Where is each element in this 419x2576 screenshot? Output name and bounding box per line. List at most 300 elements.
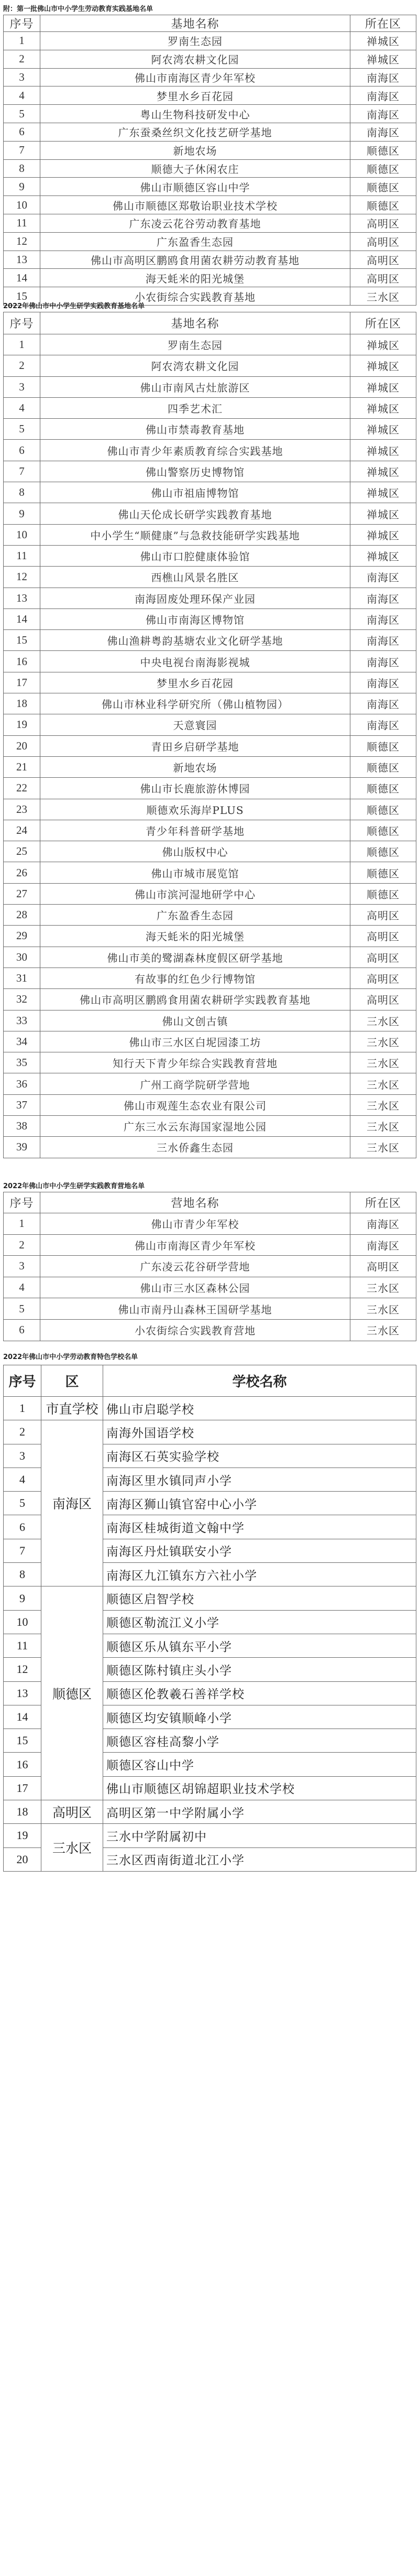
base-name: 中央电视台南海影视城 — [40, 651, 350, 672]
base-name: 知行天下青少年综合实践教育营地 — [40, 1052, 350, 1073]
district-name: 三水区 — [350, 1319, 416, 1341]
header-name: 基地名称 — [40, 15, 350, 32]
row-number: 20 — [4, 1847, 41, 1871]
row-number: 39 — [4, 1137, 40, 1158]
row-number: 29 — [4, 926, 40, 947]
district-name: 禅城区 — [350, 482, 416, 503]
table-row — [4, 883, 416, 904]
base-name: 南海固废处理环保产业园 — [40, 588, 350, 608]
table-row — [4, 1397, 416, 1420]
base-name: 广东盈香生态园 — [40, 232, 350, 251]
row-number: 2 — [4, 355, 40, 376]
row-number: 8 — [4, 159, 40, 178]
row-number: 17 — [4, 672, 40, 693]
district-name: 三水区 — [350, 1073, 416, 1094]
table-header-row — [4, 312, 416, 334]
table-row — [4, 1319, 416, 1341]
row-number: 14 — [4, 608, 40, 629]
header-no: 序号 — [4, 15, 40, 32]
district-cell: 市直学校 — [41, 1397, 103, 1420]
district-name: 禅城区 — [350, 397, 416, 418]
section-title-study-camps: 2022年佛山市中小学生研学实践教育营地名单 — [3, 1182, 145, 1190]
district-name: 南海区 — [350, 651, 416, 672]
row-number: 23 — [4, 799, 40, 820]
school-name: 佛山市启聪学校 — [103, 1397, 416, 1420]
row-number: 15 — [4, 1729, 41, 1753]
district-name: 三水区 — [350, 1052, 416, 1073]
row-number: 3 — [4, 1444, 41, 1468]
school-name: 顺德区陈村镇庄头小学 — [103, 1658, 416, 1681]
table-row — [4, 86, 416, 105]
row-number: 6 — [4, 440, 40, 461]
table-row — [4, 1010, 416, 1031]
table-row — [4, 1800, 416, 1824]
table-row — [4, 355, 416, 376]
base-name: 佛山市口腔健康体验馆 — [40, 545, 350, 566]
row-number: 19 — [4, 714, 40, 735]
table-row — [4, 735, 416, 756]
district-name: 顺德区 — [350, 799, 416, 820]
district-name: 顺德区 — [350, 756, 416, 777]
district-name: 高明区 — [350, 926, 416, 947]
header-district: 所在区 — [350, 15, 416, 32]
district-name: 顺德区 — [350, 159, 416, 178]
row-number: 16 — [4, 651, 40, 672]
table-row — [4, 989, 416, 1010]
base-name: 佛山警察历史博物馆 — [40, 461, 350, 482]
table-row — [4, 269, 416, 287]
base-name: 西樵山风景名胜区 — [40, 567, 350, 588]
district-name: 高明区 — [350, 947, 416, 968]
row-number: 36 — [4, 1073, 40, 1094]
base-name: 广州工商学院研学营地 — [40, 1073, 350, 1094]
table-row — [4, 1213, 416, 1235]
base-name: 佛山市长鹿旅游休博园 — [40, 778, 350, 799]
table-row — [4, 693, 416, 714]
row-number: 15 — [4, 287, 40, 306]
table-row — [4, 419, 416, 440]
table-row — [4, 1234, 416, 1256]
district-name: 高明区 — [350, 232, 416, 251]
row-number: 27 — [4, 883, 40, 904]
row-number: 4 — [4, 1468, 41, 1491]
table-row — [4, 123, 416, 141]
header-no: 序号 — [4, 312, 40, 334]
district-name: 高明区 — [350, 1256, 416, 1277]
table-row — [4, 159, 416, 178]
table-row — [4, 1094, 416, 1115]
school-name: 南海外国语学校 — [103, 1420, 416, 1444]
table-row — [4, 440, 416, 461]
table-row — [4, 820, 416, 841]
table-row — [4, 482, 416, 503]
district-name: 南海区 — [350, 123, 416, 141]
row-number: 35 — [4, 1052, 40, 1073]
district-name: 禅城区 — [350, 32, 416, 50]
row-number: 8 — [4, 482, 40, 503]
district-name: 高明区 — [350, 214, 416, 232]
row-number: 4 — [4, 1277, 40, 1298]
district-name: 南海区 — [350, 1234, 416, 1256]
table-row — [4, 672, 416, 693]
row-number: 12 — [4, 232, 40, 251]
base-name: 广东凌云花谷研学营地 — [40, 1256, 350, 1277]
table-row — [4, 841, 416, 862]
table-header-row — [4, 1365, 416, 1397]
table-row — [4, 947, 416, 968]
table-row — [4, 1137, 416, 1158]
row-number: 1 — [4, 1213, 40, 1235]
table-row — [4, 1420, 416, 1444]
district-cell: 三水区 — [41, 1824, 103, 1872]
base-name: 佛山市南海区青少年军校 — [40, 1234, 350, 1256]
table-row — [4, 461, 416, 482]
row-number: 12 — [4, 1658, 41, 1681]
base-name: 海天蚝米的阳光城堡 — [40, 269, 350, 287]
table-row — [4, 756, 416, 777]
base-name: 天意寰园 — [40, 714, 350, 735]
table-row — [4, 1031, 416, 1052]
table-row — [4, 926, 416, 947]
row-number: 3 — [4, 376, 40, 397]
base-name: 广东盈香生态园 — [40, 905, 350, 926]
base-name: 有故事的红色少行博物馆 — [40, 968, 350, 988]
table-row — [4, 905, 416, 926]
district-name: 禅城区 — [350, 524, 416, 545]
table-row — [4, 232, 416, 251]
table-row — [4, 68, 416, 86]
base-name: 佛山渔耕粤韵基塘农业文化研学基地 — [40, 630, 350, 651]
school-name: 南海区里水镇同声小学 — [103, 1468, 416, 1491]
row-number: 8 — [4, 1563, 41, 1586]
base-name: 青田乡启研学基地 — [40, 735, 350, 756]
row-number: 13 — [4, 1681, 41, 1705]
base-name: 佛山市顺德区郑敬诒职业技术学校 — [40, 196, 350, 214]
district-name: 顺德区 — [350, 778, 416, 799]
district-name: 禅城区 — [350, 461, 416, 482]
district-name: 禅城区 — [350, 376, 416, 397]
base-name: 阿农湾农耕文化园 — [40, 50, 350, 68]
row-number: 13 — [4, 588, 40, 608]
base-name: 佛山市祖庙博物馆 — [40, 482, 350, 503]
district-name: 南海区 — [350, 630, 416, 651]
header-no: 序号 — [4, 1192, 40, 1213]
district-name: 高明区 — [350, 905, 416, 926]
table-row — [4, 214, 416, 232]
row-number: 10 — [4, 1610, 41, 1634]
table-row — [4, 376, 416, 397]
row-number: 37 — [4, 1094, 40, 1115]
district-name: 高明区 — [350, 968, 416, 988]
base-name: 罗南生态园 — [40, 334, 350, 355]
school-name: 高明区第一中学附属小学 — [103, 1800, 416, 1824]
table-row — [4, 334, 416, 355]
table-row — [4, 1256, 416, 1277]
district-name: 南海区 — [350, 1213, 416, 1235]
district-cell: 顺德区 — [41, 1586, 103, 1800]
table-row — [4, 778, 416, 799]
district-name: 三水区 — [350, 1137, 416, 1158]
base-name: 广东蚕桑丝织文化技艺研学基地 — [40, 123, 350, 141]
base-name: 广东三水云东海国家湿地公园 — [40, 1115, 350, 1136]
row-number: 20 — [4, 735, 40, 756]
row-number: 1 — [4, 1397, 41, 1420]
district-name: 三水区 — [350, 1094, 416, 1115]
table-row — [4, 141, 416, 159]
row-number: 2 — [4, 1234, 40, 1256]
base-name: 粤山生物科技研发中心 — [40, 105, 350, 123]
table-row — [4, 588, 416, 608]
section-title-study-bases: 2022年佛山市中小学生研学实践教育基地名单 — [3, 302, 145, 310]
table-row — [4, 862, 416, 883]
district-name: 高明区 — [350, 251, 416, 269]
district-name: 三水区 — [350, 1010, 416, 1031]
header-district: 所在区 — [350, 1192, 416, 1213]
school-name: 顺德区乐从镇东平小学 — [103, 1634, 416, 1657]
school-name: 顺德区容山中学 — [103, 1753, 416, 1776]
school-name: 南海区桂城街道文翰中学 — [103, 1515, 416, 1539]
district-name: 三水区 — [350, 1298, 416, 1320]
base-name: 佛山市南丹山森林王国研学基地 — [40, 1298, 350, 1320]
row-number: 6 — [4, 123, 40, 141]
district-name: 禅城区 — [350, 419, 416, 440]
base-name: 顺德欢乐海岸PLUS — [40, 799, 350, 820]
district-name: 顺德区 — [350, 178, 416, 196]
row-number: 5 — [4, 105, 40, 123]
row-number: 13 — [4, 251, 40, 269]
base-name: 佛山市观莲生态农业有限公司 — [40, 1094, 350, 1115]
row-number: 17 — [4, 1776, 41, 1800]
district-name: 顺德区 — [350, 196, 416, 214]
base-name: 佛山市林业科学研究所（佛山植物园） — [40, 693, 350, 714]
base-name: 佛山市高明区鹏鸥食用菌农耕研学实践教育基地 — [40, 989, 350, 1010]
school-name: 顺德区启智学校 — [103, 1586, 416, 1610]
row-number: 11 — [4, 545, 40, 566]
district-name: 三水区 — [350, 1031, 416, 1052]
table-row — [4, 567, 416, 588]
row-number: 38 — [4, 1115, 40, 1136]
row-number: 2 — [4, 1420, 41, 1444]
study-bases-table — [3, 312, 416, 1158]
base-name: 佛山文创古镇 — [40, 1010, 350, 1031]
table-row — [4, 651, 416, 672]
row-number: 9 — [4, 178, 40, 196]
base-name: 佛山版权中心 — [40, 841, 350, 862]
row-number: 25 — [4, 841, 40, 862]
district-name: 南海区 — [350, 68, 416, 86]
base-name: 佛山市青少年军校 — [40, 1213, 350, 1235]
base-name: 小农街综合实践教育营地 — [40, 1319, 350, 1341]
base-name: 中小学生“顺健康”与急救技能研学实践基地 — [40, 524, 350, 545]
row-number: 10 — [4, 196, 40, 214]
school-name: 佛山市顺德区胡锦超职业技术学校 — [103, 1776, 416, 1800]
table-row — [4, 545, 416, 566]
table-row — [4, 608, 416, 629]
school-name: 三水中学附属初中 — [103, 1824, 416, 1847]
district-name: 禅城区 — [350, 355, 416, 376]
row-number: 5 — [4, 419, 40, 440]
row-number: 4 — [4, 86, 40, 105]
base-name: 佛山市滨河湿地研学中心 — [40, 883, 350, 904]
district-name: 高明区 — [350, 269, 416, 287]
district-name: 顺德区 — [350, 141, 416, 159]
base-name: 佛山天伦成长研学实践教育基地 — [40, 503, 350, 524]
school-name: 南海区石英实验学校 — [103, 1444, 416, 1468]
row-number: 6 — [4, 1319, 40, 1341]
row-number: 1 — [4, 334, 40, 355]
base-name: 新地农场 — [40, 756, 350, 777]
district-name: 禅城区 — [350, 334, 416, 355]
labor-bases-table — [3, 15, 416, 306]
row-number: 15 — [4, 630, 40, 651]
row-number: 14 — [4, 1705, 41, 1729]
base-name: 海天蚝米的阳光城堡 — [40, 926, 350, 947]
row-number: 18 — [4, 693, 40, 714]
base-name: 佛山市高明区鹏鸥食用菌农耕劳动教育基地 — [40, 251, 350, 269]
district-name: 禅城区 — [350, 545, 416, 566]
base-name: 阿农湾农耕文化园 — [40, 355, 350, 376]
table-row — [4, 1586, 416, 1610]
school-name: 南海区丹灶镇联安小学 — [103, 1539, 416, 1562]
row-number: 7 — [4, 461, 40, 482]
section-title-labor-bases: 附：第一批佛山市中小学生劳动教育实践基地名单 — [3, 5, 153, 13]
district-name: 三水区 — [350, 287, 416, 306]
district-name: 南海区 — [350, 567, 416, 588]
base-name: 佛山市三水区森林公园 — [40, 1277, 350, 1298]
district-name: 南海区 — [350, 672, 416, 693]
header-area: 区 — [41, 1365, 103, 1397]
table-row — [4, 630, 416, 651]
row-number: 5 — [4, 1298, 40, 1320]
schools-table — [3, 1365, 416, 1872]
table-row — [4, 1073, 416, 1094]
row-number: 12 — [4, 567, 40, 588]
header-name: 基地名称 — [40, 312, 350, 334]
school-name: 顺德区均安镇顺峰小学 — [103, 1705, 416, 1729]
table-row — [4, 196, 416, 214]
table-row — [4, 1277, 416, 1298]
base-name: 四季艺术汇 — [40, 397, 350, 418]
base-name: 梦里水乡百花园 — [40, 672, 350, 693]
row-number: 2 — [4, 50, 40, 68]
school-name: 南海区狮山镇官窑中心小学 — [103, 1492, 416, 1515]
row-number: 5 — [4, 1492, 41, 1515]
base-name: 佛山市城市展览馆 — [40, 862, 350, 883]
base-name: 佛山市南风古灶旅游区 — [40, 376, 350, 397]
header-name: 营地名称 — [40, 1192, 350, 1213]
table-row — [4, 1115, 416, 1136]
district-name: 南海区 — [350, 588, 416, 608]
row-number: 22 — [4, 778, 40, 799]
row-number: 32 — [4, 989, 40, 1010]
table-row — [4, 524, 416, 545]
district-name: 南海区 — [350, 714, 416, 735]
row-number: 18 — [4, 1800, 41, 1824]
base-name: 佛山市三水区白坭园漆工坊 — [40, 1031, 350, 1052]
district-name: 禅城区 — [350, 50, 416, 68]
table-row — [4, 50, 416, 68]
section-title-schools: 2022年佛山市中小学劳动教育特色学校名单 — [3, 1353, 138, 1361]
row-number: 7 — [4, 1539, 41, 1562]
row-number: 28 — [4, 905, 40, 926]
table-row — [4, 714, 416, 735]
district-name: 顺德区 — [350, 883, 416, 904]
header-no: 序号 — [4, 1365, 41, 1397]
row-number: 31 — [4, 968, 40, 988]
row-number: 3 — [4, 1256, 40, 1277]
header-district: 所在区 — [350, 312, 416, 334]
table-row — [4, 1824, 416, 1847]
table-header-row — [4, 15, 416, 32]
table-row — [4, 1298, 416, 1320]
base-name: 佛山市顺德区容山中学 — [40, 178, 350, 196]
table-row — [4, 105, 416, 123]
school-name: 顺德区容桂高黎小学 — [103, 1729, 416, 1753]
header-school-name: 学校名称 — [103, 1365, 416, 1397]
row-number: 1 — [4, 32, 40, 50]
row-number: 3 — [4, 68, 40, 86]
row-number: 6 — [4, 1515, 41, 1539]
row-number: 11 — [4, 214, 40, 232]
district-cell: 高明区 — [41, 1800, 103, 1824]
table-row — [4, 397, 416, 418]
table-header-row — [4, 1192, 416, 1213]
row-number: 14 — [4, 269, 40, 287]
base-name: 青少年科普研学基地 — [40, 820, 350, 841]
school-name: 三水区西南街道北江小学 — [103, 1847, 416, 1871]
row-number: 26 — [4, 862, 40, 883]
base-name: 广东凌云花谷劳动教育基地 — [40, 214, 350, 232]
table-row — [4, 32, 416, 50]
district-name: 顺德区 — [350, 735, 416, 756]
row-number: 21 — [4, 756, 40, 777]
row-number: 10 — [4, 524, 40, 545]
base-name: 三水侨鑫生态园 — [40, 1137, 350, 1158]
table-row — [4, 1052, 416, 1073]
table-row — [4, 503, 416, 524]
district-name: 南海区 — [350, 86, 416, 105]
row-number: 11 — [4, 1634, 41, 1657]
district-name: 顺德区 — [350, 820, 416, 841]
district-name: 禅城区 — [350, 503, 416, 524]
row-number: 34 — [4, 1031, 40, 1052]
row-number: 16 — [4, 1753, 41, 1776]
district-name: 三水区 — [350, 1277, 416, 1298]
base-name: 佛山市禁毒教育基地 — [40, 419, 350, 440]
school-name: 顺德区伦教羲石善祥学校 — [103, 1681, 416, 1705]
table-row — [4, 178, 416, 196]
district-name: 南海区 — [350, 608, 416, 629]
base-name: 罗南生态园 — [40, 32, 350, 50]
district-name: 顺德区 — [350, 841, 416, 862]
district-name: 三水区 — [350, 1115, 416, 1136]
school-name: 南海区九江镇东方六社小学 — [103, 1563, 416, 1586]
study-camps-table — [3, 1192, 416, 1341]
row-number: 33 — [4, 1010, 40, 1031]
district-name: 顺德区 — [350, 862, 416, 883]
table-row — [4, 251, 416, 269]
district-cell: 南海区 — [41, 1420, 103, 1586]
row-number: 9 — [4, 1586, 41, 1610]
district-name: 高明区 — [350, 989, 416, 1010]
row-number: 19 — [4, 1824, 41, 1847]
district-name: 南海区 — [350, 693, 416, 714]
row-number: 7 — [4, 141, 40, 159]
district-name: 禅城区 — [350, 440, 416, 461]
base-name: 小农街综合实践教育基地 — [40, 287, 350, 306]
district-name: 南海区 — [350, 105, 416, 123]
row-number: 30 — [4, 947, 40, 968]
